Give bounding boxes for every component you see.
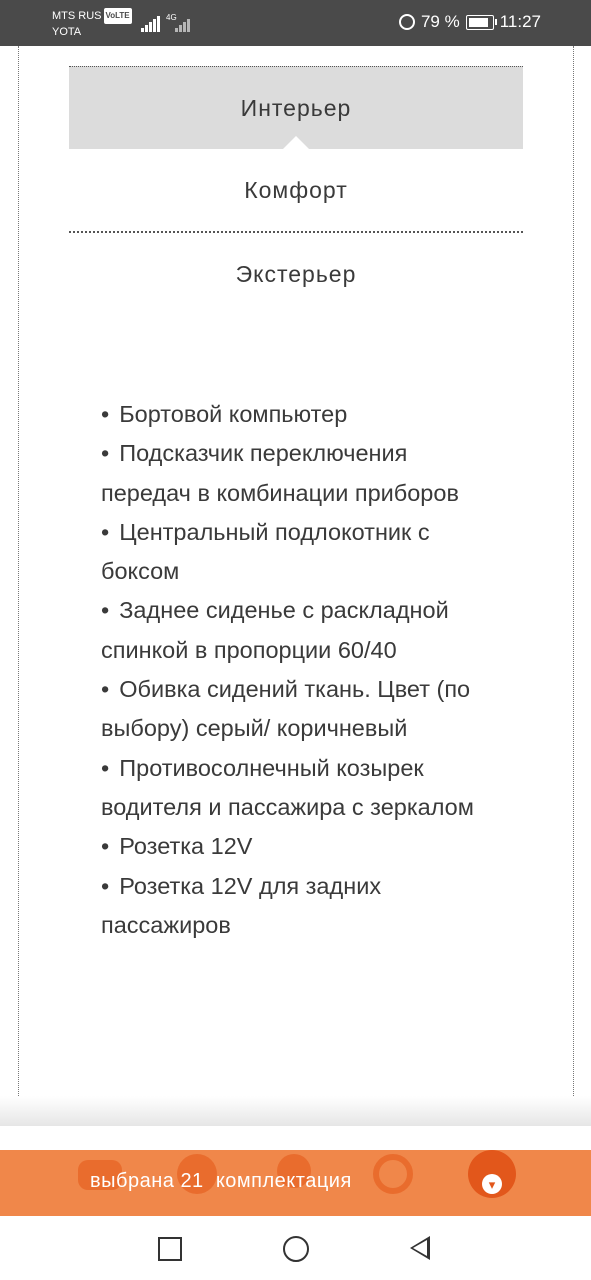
list-item: • Розетка 12V для задних пассажиров — [101, 867, 501, 946]
tab-interior[interactable] — [69, 66, 523, 149]
carrier-name: MTS RUS — [52, 10, 102, 22]
battery-icon — [466, 15, 494, 30]
tab-comfort[interactable] — [69, 149, 523, 233]
carrier-info — [52, 8, 132, 40]
list-item: • Заднее сиденье с раскладной спинкой в пропорции 60/40 — [101, 591, 501, 670]
signal-icon — [141, 14, 161, 32]
steering-wheel-icon[interactable] — [373, 1154, 413, 1194]
chevron-down-icon: ▾ — [482, 1174, 502, 1194]
tab-exterior[interactable] — [69, 233, 523, 315]
list-item: • Обивка сидений ткань. Цвет (по выбору) серый/ коричневый — [101, 670, 501, 749]
expand-configuration-button[interactable] — [468, 1150, 516, 1198]
summary-suffix: комплектация — [215, 1170, 352, 1192]
carrier-name-secondary: YOTA — [52, 26, 82, 38]
system-nav-bar — [0, 1216, 591, 1280]
list-item: • Центральный подлокотник с боксом — [101, 513, 501, 592]
list-item: • Подсказчик переключения передач в комбинации приборов — [101, 434, 501, 513]
content-frame — [18, 46, 574, 1126]
configuration-summary — [90, 1170, 352, 1193]
summary-prefix: выбрана — [90, 1170, 175, 1192]
tab-label: Интерьер — [240, 94, 352, 121]
tab-list — [69, 66, 523, 315]
alarm-icon — [399, 14, 415, 30]
list-item: • Розетка 12V — [101, 827, 501, 866]
back-triangle-icon[interactable] — [410, 1236, 430, 1260]
signal-icon-2 — [175, 14, 191, 32]
clock: 11:27 — [499, 12, 541, 31]
status-bar — [0, 0, 591, 46]
tab-label: Экстерьер — [235, 260, 357, 287]
battery-percent: 79 % — [420, 12, 460, 31]
configuration-bar[interactable] — [0, 1150, 591, 1216]
list-item: • Противосолнечный козырек водителя и пассажира с зеркалом — [101, 749, 501, 828]
list-item: • Бортовой компьютер — [101, 395, 501, 434]
volte-badge: VoLTE — [104, 8, 132, 24]
tab-label: Комфорт — [244, 176, 348, 203]
configuration-count: 21 — [180, 1170, 204, 1192]
home-circle-icon[interactable] — [283, 1236, 309, 1262]
recents-square-icon[interactable] — [158, 1237, 182, 1261]
scroll-fade — [0, 1096, 591, 1126]
network-type: 4G — [166, 13, 177, 22]
feature-list — [101, 395, 501, 945]
